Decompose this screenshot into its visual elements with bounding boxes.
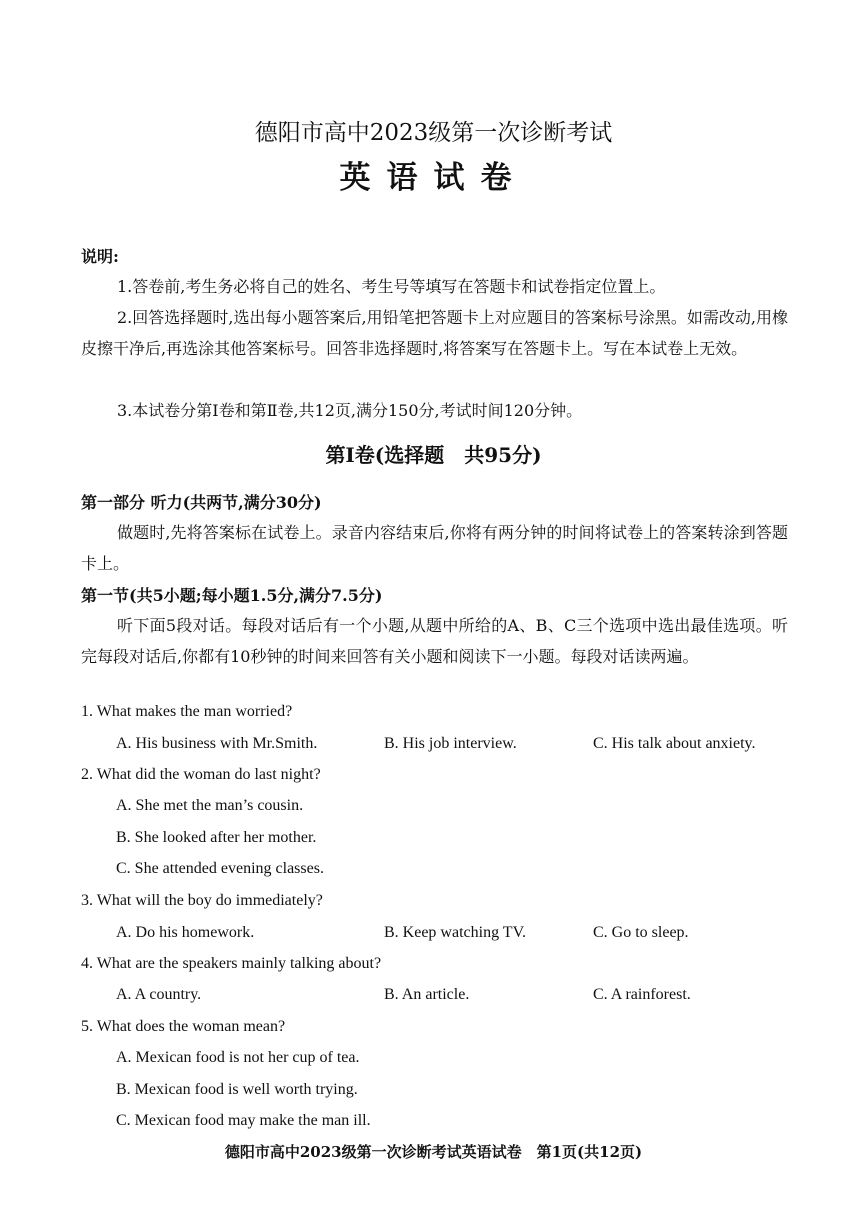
question-1-option-b: B. His job interview.	[384, 735, 517, 752]
question-3-option-b: B. Keep watching TV.	[384, 924, 527, 941]
notes-label: 说明:	[81, 247, 119, 266]
question-3-option-a: A. Do his homework.	[116, 924, 255, 941]
note-item-3: 3.本试卷分第Ⅰ卷和第Ⅱ卷,共12页,满分150分,考试时间120分钟。	[117, 401, 583, 420]
question-1-stem: 1. What makes the man worried?	[81, 703, 293, 720]
part-instructions: 做题时,先将答案标在试卷上。录音内容结束后,你将有两分钟的时间将试卷上的答案转涂到答题卡上。	[81, 523, 788, 573]
subsection-instructions: 听下面5段对话。每段对话后有一个小题,从题中所给的A、B、C三个选项中选出最佳选项。听完每段对话后,你都有10秒钟的时间来回答有关小题和阅读下一小题。每段对话读两遍。	[81, 616, 788, 666]
question-3-option-c: C. Go to sleep.	[593, 924, 689, 941]
question-2-stem: 2. What did the woman do last night?	[81, 766, 321, 783]
question-5-option-c: C. Mexican food may make the man ill.	[116, 1112, 371, 1129]
subsection-title: 第一节(共5小题;每小题1.5分,满分7.5分)	[81, 586, 383, 605]
section-title: 第Ⅰ卷(选择题 共95分)	[325, 443, 542, 467]
question-1-option-c: C. His talk about anxiety.	[593, 735, 756, 752]
question-3-stem: 3. What will the boy do immediately?	[81, 892, 323, 909]
question-4-option-a: A. A country.	[116, 986, 202, 1003]
exam-title: 德阳市高中2023级第一次诊断考试	[254, 120, 613, 146]
question-5-option-b: B. Mexican food is well worth trying.	[116, 1081, 358, 1098]
part-title: 第一部分 听力(共两节,满分30分)	[81, 493, 322, 512]
question-2-option-c: C. She attended evening classes.	[116, 860, 324, 877]
note-item-2: 2.回答选择题时,选出每小题答案后,用铅笔把答题卡上对应题目的答案标号涂黑。如需改动,用橡皮擦干净后,再选涂其他答案标号。回答非选择题时,将答案写在答题卡上。写在本试卷上无效。	[81, 308, 788, 358]
exam-subject-title: 英语试卷	[339, 160, 528, 196]
question-2-option-b: B. She looked after her mother.	[116, 829, 317, 846]
question-4-stem: 4. What are the speakers mainly talking about?	[81, 955, 382, 972]
question-5-option-a: A. Mexican food is not her cup of tea.	[116, 1049, 360, 1066]
question-2-option-a: A. She met the man’s cousin.	[116, 797, 304, 814]
page-footer: 德阳市高中2023级第一次诊断考试英语试卷 第1页(共12页)	[224, 1143, 643, 1161]
question-4-option-c: C. A rainforest.	[593, 986, 691, 1003]
question-5-stem: 5. What does the woman mean?	[81, 1018, 286, 1035]
note-item-1: 1.答卷前,考生务必将自己的姓名、考生号等填写在答题卡和试卷指定位置上。	[117, 277, 666, 296]
question-4-option-b: B. An article.	[384, 986, 470, 1003]
question-1-option-a: A. His business with Mr.Smith.	[116, 735, 318, 752]
